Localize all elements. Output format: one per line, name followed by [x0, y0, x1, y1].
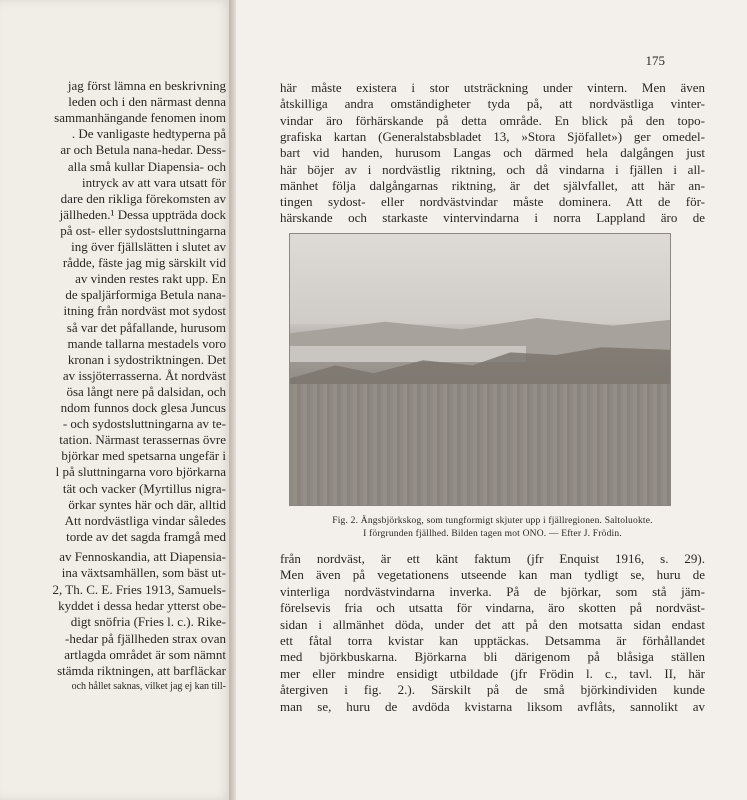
figure-caption-line: I förgrunden fjällhed. Bilden tagen mot ONO. — Efter J. Frödin.: [363, 529, 622, 539]
left-page-text-line: ar och Betula nana-hedar. Dess-: [60, 142, 226, 158]
left-page: [0, 0, 232, 800]
right-page: [236, 0, 747, 800]
body-text-line: återgiven i fig. 2.). Särskilt på de små björkindividen kunde: [280, 682, 705, 698]
left-page-text-line: torde av det sagda framgå med: [66, 528, 226, 544]
left-page-text-line: örkar syntes här och där, alltid: [68, 496, 226, 512]
figure-caption: [280, 515, 705, 541]
body-text-line: grafiska kartan (Generalstabsbladet 13, »Stora Sjöfallet») ger omedel-: [280, 128, 705, 144]
left-page-text-line: dare den rikliga förekomsten av: [60, 190, 226, 206]
body-text-line: åtskilliga andra omständigheter tyda på, att nordvästliga vinter-: [280, 96, 705, 112]
left-page-text-line: björkar med spetsarna ungefär i: [61, 448, 226, 464]
body-text-line: man se, huru de avdöda kvistarna liksom avflåts, sannolikt av: [280, 698, 705, 714]
left-page-footnote-line: artlagda området är som nämnt: [64, 646, 226, 662]
left-page-text-line: så var det påfallande, hurusom: [66, 319, 226, 335]
left-page-text-line: itning från nordväst mot sydost: [63, 303, 226, 319]
left-page-text-line: på ost- eller sydostsluttningarna: [60, 222, 226, 238]
left-page-text-line: . De vanligaste hedtyperna på: [71, 126, 226, 142]
left-page-text-line: de spaljärformiga Betula nana-: [65, 287, 226, 303]
left-page-footnote-line: stämda riktningen, att barfläckar: [57, 663, 226, 679]
body-text-line: mänhet följa dalgångarnas riktning, är det självfallet, att här an-: [280, 177, 705, 193]
photo-ground: [290, 384, 670, 505]
body-text-line: förelsevis fria och utsatta för vindarna, äro skotten på nordväst-: [280, 600, 705, 616]
left-page-text-line: - och sydostsluttningarna av te-: [62, 416, 226, 432]
body-text-line: vinterliga nordvästvindarna inverka. På de björkar, som stå jäm-: [280, 583, 705, 599]
body-text-line: sidan i allmänhet döda, under det att på den motsatta sidan endast: [280, 616, 705, 632]
left-page-footnote-line: av Fennoskandia, att Diapensia-: [59, 549, 226, 564]
body-text-line: mer eller mindre ensidigt utbildade (jfr Frödin l. c., tavl. II, här: [280, 665, 705, 681]
body-text-line: vindar äro förhärskande på detta område. En blick på den topo-: [280, 112, 705, 128]
left-page-text-line: alla små kullar Diapensia- och: [67, 158, 226, 174]
left-page-text-line: kronan i sydostriktningen. Det: [67, 351, 226, 367]
left-page-footnote-line: ina växtsamhällen, som bäst ut-: [61, 565, 226, 581]
left-page-text-line: ndom funnos dock glesa Juncus: [60, 400, 226, 415]
figure-caption-line: Fig. 2. Ängsbjörkskog, som tungformigt skjuter upp i fjällregionen. Saltoluokte.: [332, 516, 653, 526]
body-text-line: Men även på vegetationens utseende kan man tydligt se, huru de: [280, 567, 705, 583]
page-number: 175: [645, 53, 665, 68]
body-text-line: härskande och starkaste vintervindarna i norra Lappland äro de: [280, 210, 705, 226]
body-text-line: med björkbuskarna. Björkarna bli därigenom på blåsiga ställen: [280, 649, 705, 665]
photo-sky: [290, 234, 670, 324]
left-page-text-line: mande tallarna mestadels voro: [67, 335, 226, 351]
left-page-text-line: l på sluttningarna voro björkarna: [55, 464, 226, 480]
body-text-line: här böjer av i nordvästlig riktning, och då vindarna i fjällen i all-: [280, 161, 705, 177]
body-text-line: ett fåtal torra kvistar kan upptäckas. Detsamma är förhållandet: [280, 633, 705, 648]
left-page-text-line: jag först lämna en beskrivning: [67, 78, 226, 93]
left-page-text-line: ing över fjällslätten i slutet av: [71, 239, 226, 254]
left-page-text-line: tät och vacker (Myrtillus nigra-: [62, 480, 226, 496]
left-page-text-line: ösa långt nere på dalsidan, och: [66, 383, 226, 399]
left-page-text-line: intryck av att vara utsatt för: [81, 174, 226, 190]
left-page-footnote-line: och hållet saknas, vilket jag ej kan till-: [71, 681, 226, 693]
body-text-line: bart vid handen, hurusom Langas och därmed hela dalgången just: [280, 145, 705, 161]
left-page-text-line: Att nordvästliga vindar således: [64, 512, 226, 528]
left-page-text-line: rådde, fäste jag mig särskilt vid: [62, 255, 226, 271]
left-page-text-line: sammanhängande fenomen inom: [54, 110, 226, 126]
body-text-line: från nordväst, är ett känt faktum (jfr Enquist 1916, s. 29).: [280, 551, 705, 566]
left-page-footnote-line: -hedar på fjällheden strax ovan: [65, 630, 226, 646]
figure-photo: [289, 233, 671, 506]
body-text-line: tingen sydost- eller nordvästvindar måste dominera. Att de för-: [280, 194, 705, 210]
left-page-text-line: av vinden restes rakt upp. En: [75, 271, 226, 287]
left-page-text-line: tation. Närmast terassernas övre: [59, 432, 226, 448]
body-text-line: här måste existera i stor utsträckning under vintern. Men även: [280, 80, 705, 95]
left-page-text-line: av issjöterrasserna. Åt nordväst: [62, 367, 226, 383]
left-page-footnote-line: digt snöfria (Fries l. c.). Rike-: [70, 614, 226, 630]
left-page-footnote-line: kyddet i dessa hedar ytterst obe-: [58, 597, 226, 613]
left-page-text-line: leden och i den närmast denna: [68, 94, 226, 110]
left-page-footnote-line: 2, Th. C. E. Fries 1913, Samuels-: [52, 581, 226, 597]
left-page-text-line: jällheden.¹ Dessa uppträda dock: [59, 206, 226, 222]
